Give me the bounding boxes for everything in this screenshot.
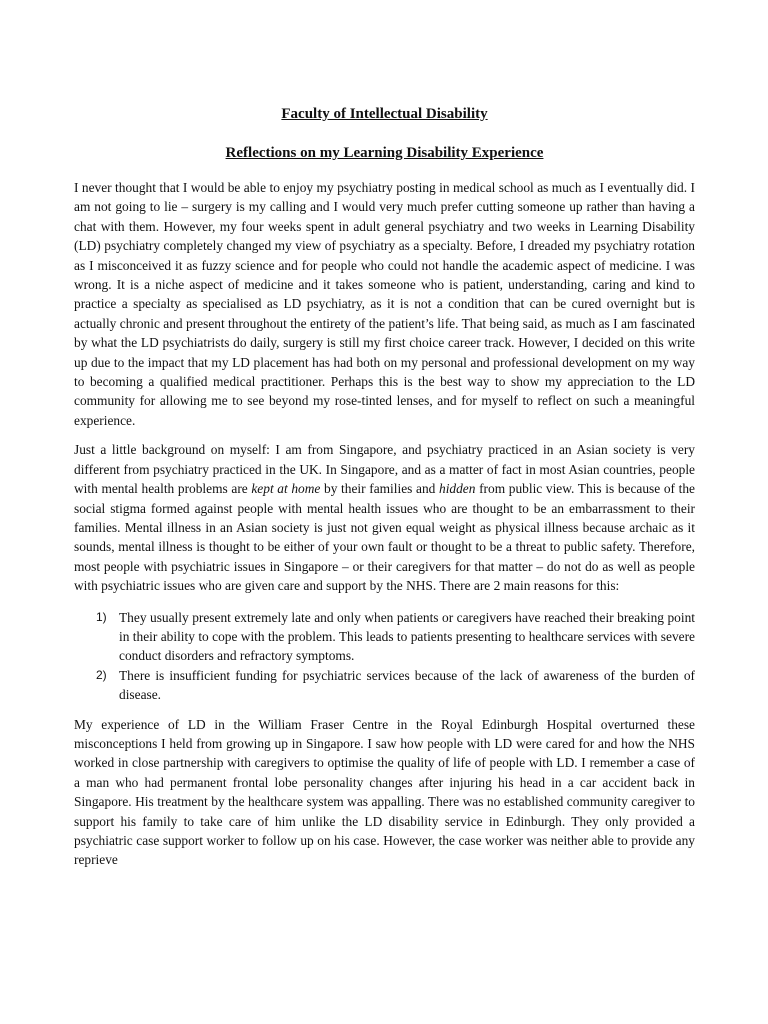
paragraph-2-text-a: Just a little background on myself: I am from Singapore, and psychiatry practiced in an Asian society is very different from psychiatry practiced in the UK. In Singapore, and as a matter of fact in most Asian countries, people with mental health problems are: [74, 442, 695, 497]
list-item-text: There is insufficient funding for psychiatric services because of the lack of awareness of the burden of disease.: [119, 667, 695, 703]
list-item-number: 1): [96, 609, 107, 624]
document-page: [74, 98, 695, 870]
list-item-text: They usually present extremely late and only when patients or caregivers have reached their breaking point in their ability to cope with the problem. This leads to patients presenting to healthcare services with severe conduct disorders and refractory symptoms.: [119, 609, 695, 664]
reasons-list: [74, 608, 695, 705]
paragraph-2-text-c: from public view. This is because of the social stigma formed against people with mental health issues who are thought to be an embarrassment to their families. Mental illness in an Asian society is just not given equal weight as physical illness because archaic as it sounds, mental illness is thought to be either of your own fault or thought to be a threat to public safety. Therefore, most people with psychiatric issues in Singapore – or their caregivers for that matter – do not do as well as people with psychiatric issues who are given care and support by the NHS. There are 2 main reasons for this:: [74, 481, 695, 594]
paragraph-2-emphasis-kept-at-home: kept at home: [251, 481, 321, 497]
list-item: [74, 608, 695, 666]
paragraph-2: [74, 440, 695, 595]
paragraph-2-emphasis-hidden: hidden: [439, 481, 476, 497]
paragraph-1: I never thought that I would be able to enjoy my psychiatry posting in medical school as much as I eventually did. I am not going to lie – surgery is my calling and I would very much prefer cutting someone up rather than having a chat with them. However, my four weeks spent in adult general psychiatry and two weeks in Learning Disability (LD) psychiatry completely changed my view of psychiatry as a specialty. Before, I dreaded my psychiatry rotation as I misconceived it as fuzzy science and for people who could not handle the academic aspect of medicine. I was wrong. It is a niche aspect of medicine and it takes someone who is patient, understanding, caring and kind to practice a specialty as specialised as LD psychiatry, as it is not a condition that can be cured overnight but is actually chronic and present throughout the entirety of the patient’s life. That being said, as much as I am fascinated by what the LD psychiatrists do daily, surgery is still my first choice career track. However, I decided on this write up due to the impact that my LD placement has had both on my personal and professional development on my way to becoming a qualified medical practitioner. Perhaps this is the best way to show my appreciation to the LD community for allowing me to see beyond my rose-tinted lenses, and for myself to reflect on such a meaningful experience.: [74, 180, 695, 428]
list-item: [74, 666, 695, 705]
paragraph-3: My experience of LD in the William Fraser Centre in the Royal Edinburgh Hospital overturned these misconceptions I held from growing up in Singapore. I saw how people with LD were cared for and how the NHS worked in close partnership with caregivers to optimise the quality of life of people with LD. I remember a case of a man who had permanent frontal lobe personality changes after injuring his head in a car accident back in Singapore. His treatment by the healthcare system was appalling. There was no established community caregiver to support his family to take care of him unlike the LD disability service in Edinburgh. They only provided a psychiatric case support worker to follow up on his case. However, the case worker was neither able to provide any reprieve: [74, 716, 695, 868]
document-title: Faculty of Intellectual Disability: [281, 106, 488, 122]
list-item-number: 2): [96, 667, 107, 682]
document-subtitle: Reflections on my Learning Disability Experience: [225, 145, 544, 161]
paragraph-2-text-b: by their families and: [320, 481, 439, 497]
